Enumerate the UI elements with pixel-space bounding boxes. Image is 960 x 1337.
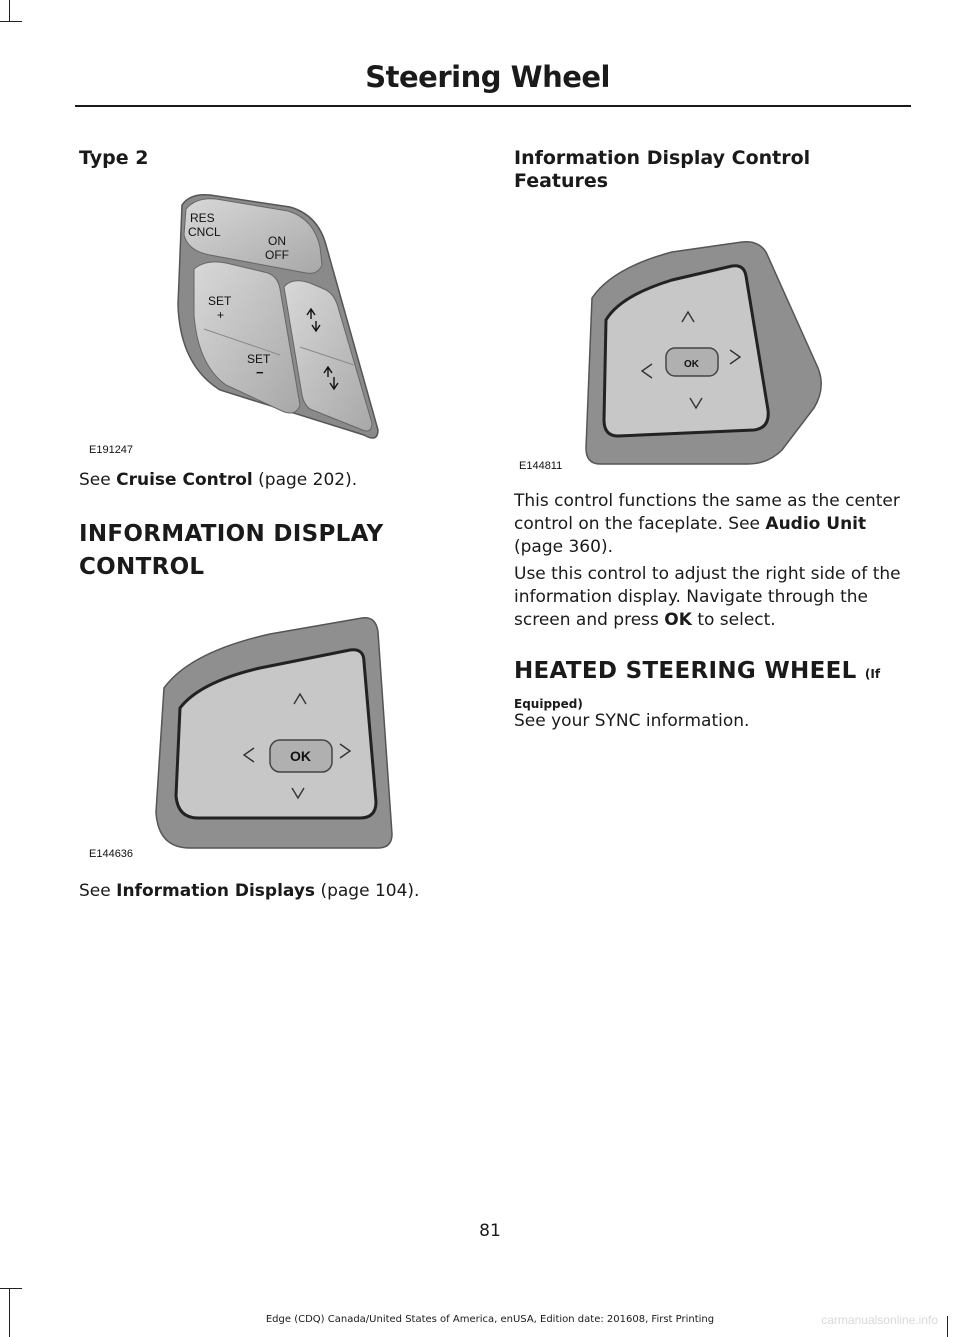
- watermark: carmanualsonline.info: [821, 1313, 938, 1327]
- crop-mark: [9, 1288, 10, 1337]
- heated-equipped-note: Equipped): [514, 697, 583, 711]
- ok-control-figure: [150, 612, 400, 857]
- on-label: ON: [268, 234, 286, 248]
- ok-label: OK: [684, 359, 699, 370]
- information-display-control-heading: INFORMATION DISPLAY CONTROL: [79, 521, 384, 580]
- off-label: OFF: [265, 248, 289, 262]
- heated-steering-wheel-heading: HEATED STEERING WHEEL (If: [514, 658, 881, 684]
- see-sync-info: See your SYNC information.: [514, 711, 750, 731]
- cncl-label: CNCL: [188, 225, 221, 239]
- header-rule: [75, 105, 911, 107]
- information-displays-link[interactable]: Information Displays: [116, 881, 316, 901]
- ok-word: OK: [664, 610, 692, 630]
- type2-heading: Type 2: [79, 147, 149, 169]
- cruise-control-buttons-figure: [150, 185, 390, 450]
- footer-edition: Edge (CDQ) Canada/United States of America, enUSA, Edition date: 201608, First Printing: [265, 1314, 715, 1325]
- see-cruise-control: See Cruise Control (page 202).: [79, 470, 358, 490]
- crop-mark: [0, 1288, 22, 1289]
- features-heading: Information Display Control Features: [514, 147, 811, 192]
- minus-label: −: [256, 365, 264, 380]
- figure-code: E144636: [89, 848, 134, 860]
- ok-label: OK: [290, 748, 311, 764]
- page-header-title: Steering Wheel: [365, 60, 610, 94]
- page-number: 81: [479, 1221, 501, 1241]
- para-navigate: Use this control to adjust the right side of the information display. Navigate through the screen and press OK to select.: [514, 564, 901, 630]
- set-minus-label: SET: [247, 352, 271, 366]
- audio-unit-link[interactable]: Audio Unit: [765, 514, 867, 534]
- cruise-control-link[interactable]: Cruise Control: [116, 470, 253, 490]
- figure-code: E144811: [519, 460, 563, 472]
- para-faceplate: This control functions the same as the center control on the faceplate. See Audio Unit (page 360).: [514, 491, 900, 557]
- set-plus-label: SET: [208, 294, 232, 308]
- ok-control-figure-2: [582, 238, 827, 470]
- see-information-displays: See Information Displays (page 104).: [79, 881, 420, 901]
- crop-mark: [0, 21, 22, 22]
- crop-mark: [9, 0, 10, 22]
- figure-code: E191247: [89, 444, 134, 456]
- res-label: RES: [190, 211, 215, 225]
- plus-label: +: [217, 308, 225, 322]
